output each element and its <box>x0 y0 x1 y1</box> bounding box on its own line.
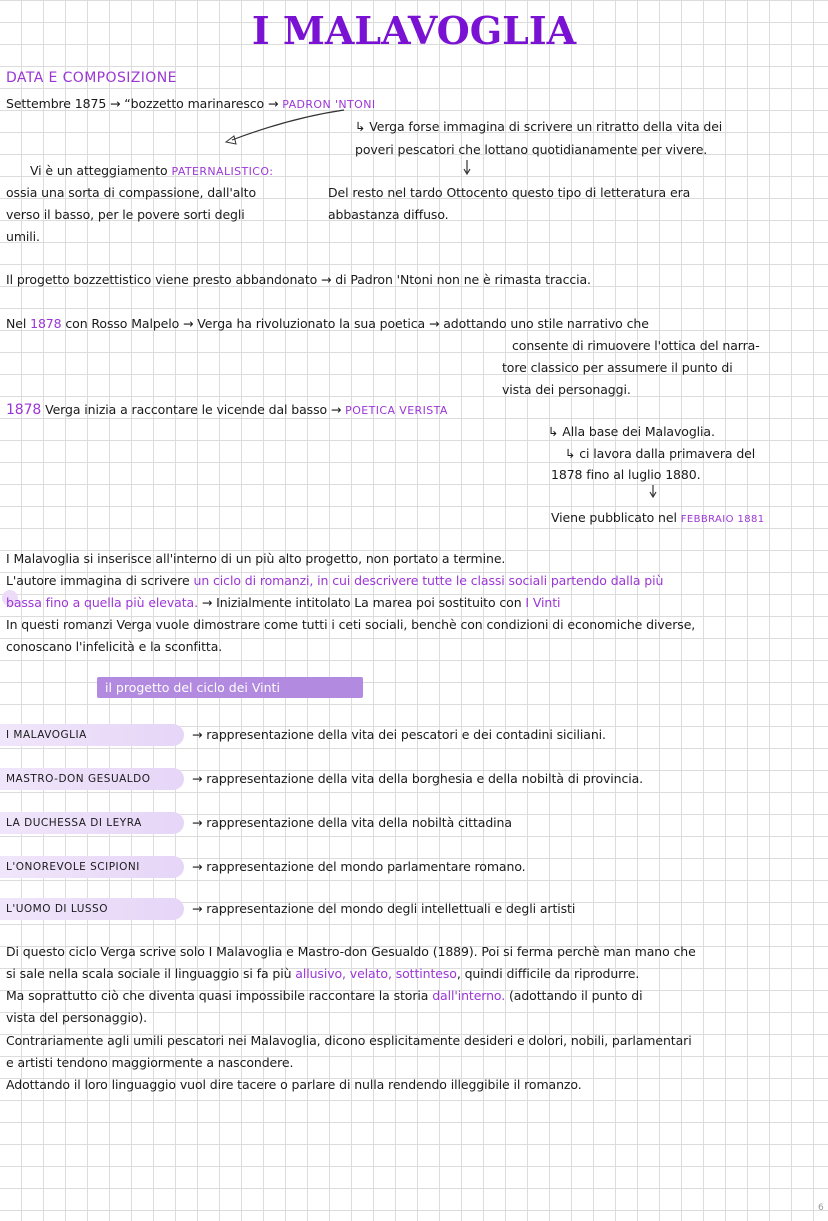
paternal-line <box>30 163 273 180</box>
base-line: ↳ Alla base dei Malavoglia. <box>548 424 715 439</box>
poetics-line: consente di rimuovere l'ottica del narra- <box>512 338 760 353</box>
novel-pill <box>0 768 184 790</box>
verismo-line <box>6 402 448 419</box>
project-heading-box: il progetto del ciclo dei Vinti <box>97 677 363 698</box>
resto-line: abbastanza diffuso. <box>328 207 449 222</box>
publication-date: FEBBRAIO 1881 <box>680 514 765 525</box>
conclusion-line: Adottando il loro linguaggio vuol dire tacere o parlare di nulla rendendo illeggibile il romanzo. <box>6 1077 582 1092</box>
conclusion-line: Di questo ciclo Verga scrive solo I Malavoglia e Mastro-don Gesualdo (1889). Poi si ferma perchè man mano che <box>6 944 696 959</box>
conclusion-text: Ma soprattutto ciò che diventa quasi impossibile raccontare la storia <box>6 988 429 1003</box>
abandoned-line: Il progetto bozzettistico viene presto abbandonato → di Padron 'Ntoni non ne è rimasta traccia. <box>6 272 591 287</box>
paternal-line: verso il basso, per le povere sorti degli <box>6 207 245 222</box>
novel-pill <box>0 724 184 746</box>
cycle-text: → Inizialmente intitolato La marea poi sostituito con <box>201 595 522 610</box>
novel-pill <box>0 898 184 920</box>
page-number: 6 <box>818 1203 824 1213</box>
novel-description: → rappresentazione del mondo degli intellettuali e degli artisti <box>192 901 576 916</box>
conclusion-highlight: allusivo, velato, sottinteso <box>295 966 457 981</box>
down-arrow-icon <box>648 485 658 499</box>
cycle-line: I Malavoglia si inserisce all'interno di un più alto progetto, non portato a termine. <box>6 551 506 566</box>
works-line: ↳ ci lavora dalla primavera del <box>565 446 756 461</box>
novel-description: → rappresentazione della vita dei pescatori e dei contadini siciliani. <box>192 727 606 742</box>
resto-line: Del resto nel tardo Ottocento questo tipo di letteratura era <box>328 185 691 200</box>
composition-date-text: Settembre 1875 → “bozzetto marinaresco → <box>6 96 279 111</box>
poetics-line <box>6 316 649 332</box>
cycle-line: In questi romanzi Verga vuole dimostrare come tutti i ceti sociali, benchè con condizioni di economiche diverse, <box>6 617 696 632</box>
section-heading: DATA E COMPOSIZIONE <box>6 70 177 86</box>
paternalistico-label: PATERNALISTICO: <box>171 165 274 178</box>
poetics-text: Nel <box>6 316 27 331</box>
poetics-line: tore classico per assumere il punto di <box>502 360 733 375</box>
conclusion-line <box>6 966 639 982</box>
novel-description: → rappresentazione della vita della borghesia e della nobiltà di provincia. <box>192 771 644 786</box>
works-line: 1878 fino al luglio 1880. <box>551 467 701 482</box>
cycle-line: conoscano l'infelicità e la sconfitta. <box>6 639 223 654</box>
paternal-line: ossia una sorta di compassione, dall'alto <box>6 185 257 200</box>
verismo-text: Verga inizia a raccontare le vicende dal basso → <box>45 402 342 417</box>
poetics-line: vista dei personaggi. <box>502 382 631 397</box>
curved-arrow-icon <box>220 108 350 148</box>
conclusion-line <box>6 988 643 1004</box>
novel-pill <box>0 812 184 834</box>
poetics-text: con Rosso Malpelo → Verga ha rivoluzionato la sua poetica → adottando uno stile narrativo che <box>65 316 649 331</box>
novel-title: L'UOMO DI LUSSO <box>6 903 108 915</box>
novel-title: L'ONOREVOLE SCIPIONI <box>6 861 140 873</box>
conclusion-line: Contrariamente agli umili pescatori nei Malavoglia, dicono esplicitamente desideri e dolori, nobili, parlamentari <box>6 1033 692 1048</box>
cycle-line <box>6 573 663 589</box>
note-line: poveri pescatori che lottano quotidianamente per vivere. <box>355 142 708 157</box>
year-highlight: 1878 <box>6 402 42 418</box>
conclusion-text: , quindi difficile da riprodurre. <box>456 966 640 981</box>
cycle-highlight: un ciclo di romanzi, in cui descrivere tutte le classi sociali partendo dalla più <box>193 573 664 588</box>
i-vinti-highlight: I Vinti <box>525 595 561 610</box>
page-title: I MALAVOGLIA <box>251 8 577 53</box>
conclusion-highlight: dall'interno. <box>432 988 506 1003</box>
conclusion-line: vista del personaggio). <box>6 1010 148 1025</box>
conclusion-text: si sale nella scala sociale il linguaggio si fa più <box>6 966 292 981</box>
novel-title: I MALAVOGLIA <box>6 729 87 741</box>
cycle-highlight: bassa fino a quella più elevata. <box>6 595 198 610</box>
padron-ntoni-label: PADRON 'NTONI <box>282 98 376 111</box>
paternal-text: Vi è un atteggiamento <box>30 163 168 178</box>
year-highlight: 1878 <box>30 316 62 331</box>
poetica-verista-label: POETICA VERISTA <box>345 404 448 417</box>
cycle-line <box>6 595 560 611</box>
cycle-text: L'autore immagina di scrivere <box>6 573 190 588</box>
conclusion-text: (adottando il punto di <box>509 988 643 1003</box>
novel-description: → rappresentazione del mondo parlamentare romano. <box>192 859 526 874</box>
novel-title: LA DUCHESSA DI LEYRA <box>6 817 142 829</box>
novel-pill <box>0 856 184 878</box>
published-text: Viene pubblicato nel <box>551 510 677 525</box>
conclusion-line: e artisti tendono maggiormente a nascondere. <box>6 1055 294 1070</box>
published-line <box>551 510 765 528</box>
novel-title: MASTRO-DON GESUALDO <box>6 773 151 785</box>
paternal-line: umili. <box>6 229 40 244</box>
note-line: ↳ Verga forse immagina di scrivere un ritratto della vita dei <box>355 119 723 134</box>
down-arrow-icon <box>462 160 472 176</box>
novel-description: → rappresentazione della vita della nobiltà cittadina <box>192 815 512 830</box>
